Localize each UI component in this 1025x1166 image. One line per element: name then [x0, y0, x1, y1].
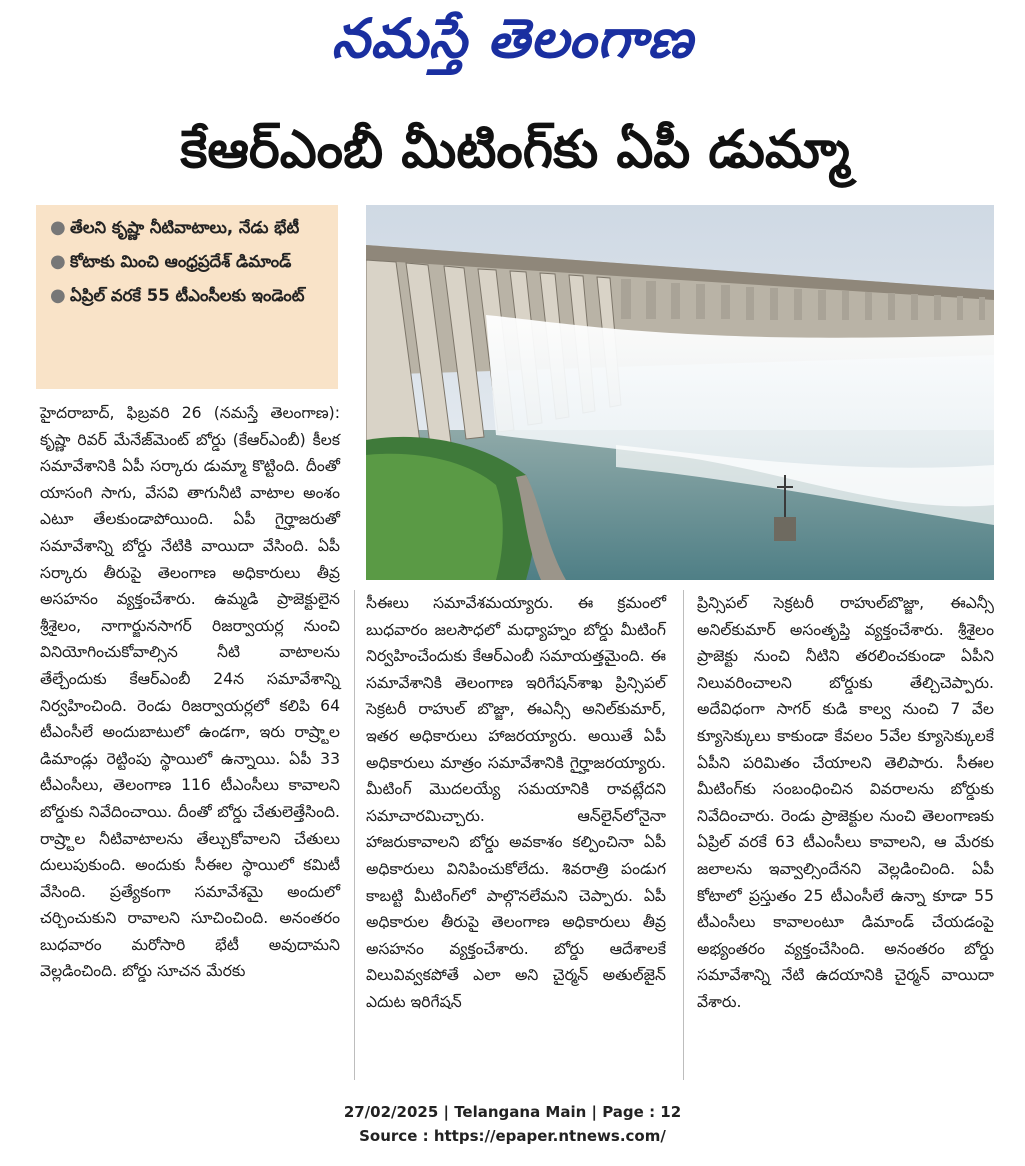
highlight-item	[50, 245, 328, 279]
highlight-text: ఏప్రిల్ వరకే 55 టీఎంసీలకు ఇండెంట్	[70, 286, 305, 305]
bullet-icon: ●	[50, 251, 66, 272]
article-column-2	[366, 590, 666, 1016]
footer-source: Source : https://epaper.ntnews.com/	[359, 1127, 666, 1145]
article-column-1	[40, 400, 340, 985]
column-divider	[683, 590, 684, 1080]
highlight-text: తేలని కృష్ణా నీటివాటాలు, నేడు భేటీ	[70, 218, 300, 237]
article-column-3	[697, 590, 994, 1016]
column-divider	[354, 590, 355, 1080]
highlight-item	[50, 279, 328, 313]
article-text: సీఈలు సమావేశమయ్యారు. ఈ క్రమంలో బుధవారం జలసౌధలో మధ్యాహ్నం బోర్డు మీటింగ్ నిర్వహించేందుకు కేఆర్‌ఎంబీ సమాయత్తమైంది. ఈ సమావేశానికి తెలంగాణ ఇరిగేషన్‌శాఖ ప్రిన్సిపల్ సెక్రటరీ రాహుల్ బొజ్జా, ఈఎన్సీ అనిల్‌కుమార్, ఇతర అధికారులు హాజరయ్యారు. అయితే ఏపీ అధికారులు మాత్రం సమావేశానికి గైర్హాజరయ్యారు. మీటింగ్ మొదలయ్యే సమయానికి రావట్లేదని సమాచారమిచ్చారు. ఆన్‌లైన్‌లోనైనా హాజరుకావాలని బోర్డు అవకాశం కల్పించినా ఏపీ అధికారులు వినిపించుకోలేదు. శివరాత్రి పండుగ కాబట్టి మీటింగ్‌లో పాల్గొనలేమని చెప్పారు. ఏపీ అధికారుల తీరుపై తెలంగాణ అధికారులు తీవ్ర అసహనం వ్యక్తంచేశారు. బోర్డు ఆదేశాలకే విలువివ్వకపోతే ఎలా అని చైర్మన్ అతుల్‌జైన్ ఎదుట ఇరిగేషన్	[366, 594, 666, 1011]
footer-edition-info: 27/02/2025 | Telangana Main | Page : 12	[343, 1103, 682, 1121]
article-text: ప్రిన్సిపల్ సెక్రటరీ రాహుల్‌బొజ్జా, ఈఎన్సీ అనిల్‌కుమార్ అసంతృప్తి వ్యక్తంచేశారు. శ్రీశైలం ప్రాజెక్టు నుంచి నీటిని తరలించకుండా ఏపీని నిలువరించాలని బోర్డుకు తేల్చిచెప్పారు. అదేవిధంగా సాగర్ కుడి కాల్వ నుంచి 7 వేల క్యూసెక్కులు కాకుండా కేవలం 5వేల క్యూసెక్కులకే ఏపీని పరిమితం చేయాలని తెలిపారు. సీఈల మీటింగ్‌కు సంబంధించిన వివరాలను బోర్డుకు నివేదించారు. రెండు ప్రాజెక్టుల నుంచి తెలంగాణకు ఏప్రిల్ వరకే 63 టీఎంసీలు కావాలని, ఆ మేరకు జలాలను ఇవ్వాల్సిందేనని వెల్లడించింది. ఏపీ కోటాలో ప్రస్తుతం 25 టీఎంసీలే ఉన్నా కూడా 55 టీఎంసీలు కావాలంటూ డిమాండ్ చేయడంపై అభ్యంతరం వ్యక్తంచేసింది. అనంతరం బోర్డు సమావేశాన్ని నేటి ఉదయానికి చైర్మన్ వాయిదా వేశారు.	[697, 594, 994, 1011]
dam-photo	[366, 205, 994, 580]
newspaper-masthead: నమస్తే తెలంగాణ	[331, 7, 694, 70]
bullet-icon: ●	[50, 217, 66, 238]
bullet-icon: ●	[50, 285, 66, 306]
article-text: హైదరాబాద్, ఫిబ్రవరి 26 (నమస్తే తెలంగాణ): కృష్ణా రివర్ మేనేజ్‌మెంట్ బోర్డు (కేఆర్‌ఎంబీ) కీలక సమావేశానికి ఏపీ సర్కారు డుమ్మా కొట్టింది. దీంతో యాసంగి సాగు, వేసవి తాగునీటి వాటాల అంశం ఎటూ తేలకుండాపోయింది. ఏపీ గైర్హాజరుతో సమావేశాన్ని బోర్డు నేటికి వాయిదా వేసింది. ఏపీ సర్కారు తీరుపై తెలంగాణ అధికారులు తీవ్ర అసహనం వ్యక్తంచేశారు. ఉమ్మడి ప్రాజెక్టులైన శ్రీశైలం, నాగార్జునసాగర్ రిజర్వాయర్ల నుంచి వినియోగించుకోవాల్సిన నీటి వాటాలను తేల్చేందుకు కేఆర్‌ఎంబీ 24న సమావేశాన్ని నిర్వహించింది. రెండు రిజర్వాయర్లలో కలిపి 64 టీఎంసీలే అందుబాటులో ఉండగా, ఇరు రాష్ర్టాల డిమాండ్లు రెట్టింపు స్థాయిలో ఉన్నాయి. ఏపీ 33 టీఎంసీలు, తెలంగాణ 116 టీఎంసీలు కావాలని బోర్డుకు నివేదించాయి. దీంతో బోర్డు చేతులెత్తేసింది. రాష్ర్టాల నీటివాటాలను తేల్చుకోవాలని చేతులు దులుపుకుంది. అందుకు సీఈల స్థాయిలో కమిటీ వేసింది. ప్రత్యేకంగా సమావేశమై అందులో చర్చించుకుని రావాలని సూచించింది. అనంతరం బుధవారం మరోసారి భేటీ అవుదామని వెల్లడించింది. బోర్డు సూచన మేరకు	[40, 404, 340, 981]
highlight-text: కోటాకు మించి ఆంధ్రప్రదేశ్ డిమాండ్	[70, 252, 292, 271]
article-headline: కేఆర్‌ఎంబీ మీటింగ్‌కు ఏపీ డుమ్మా	[180, 120, 850, 180]
highlights-box	[36, 205, 338, 389]
highlight-item	[50, 211, 328, 245]
